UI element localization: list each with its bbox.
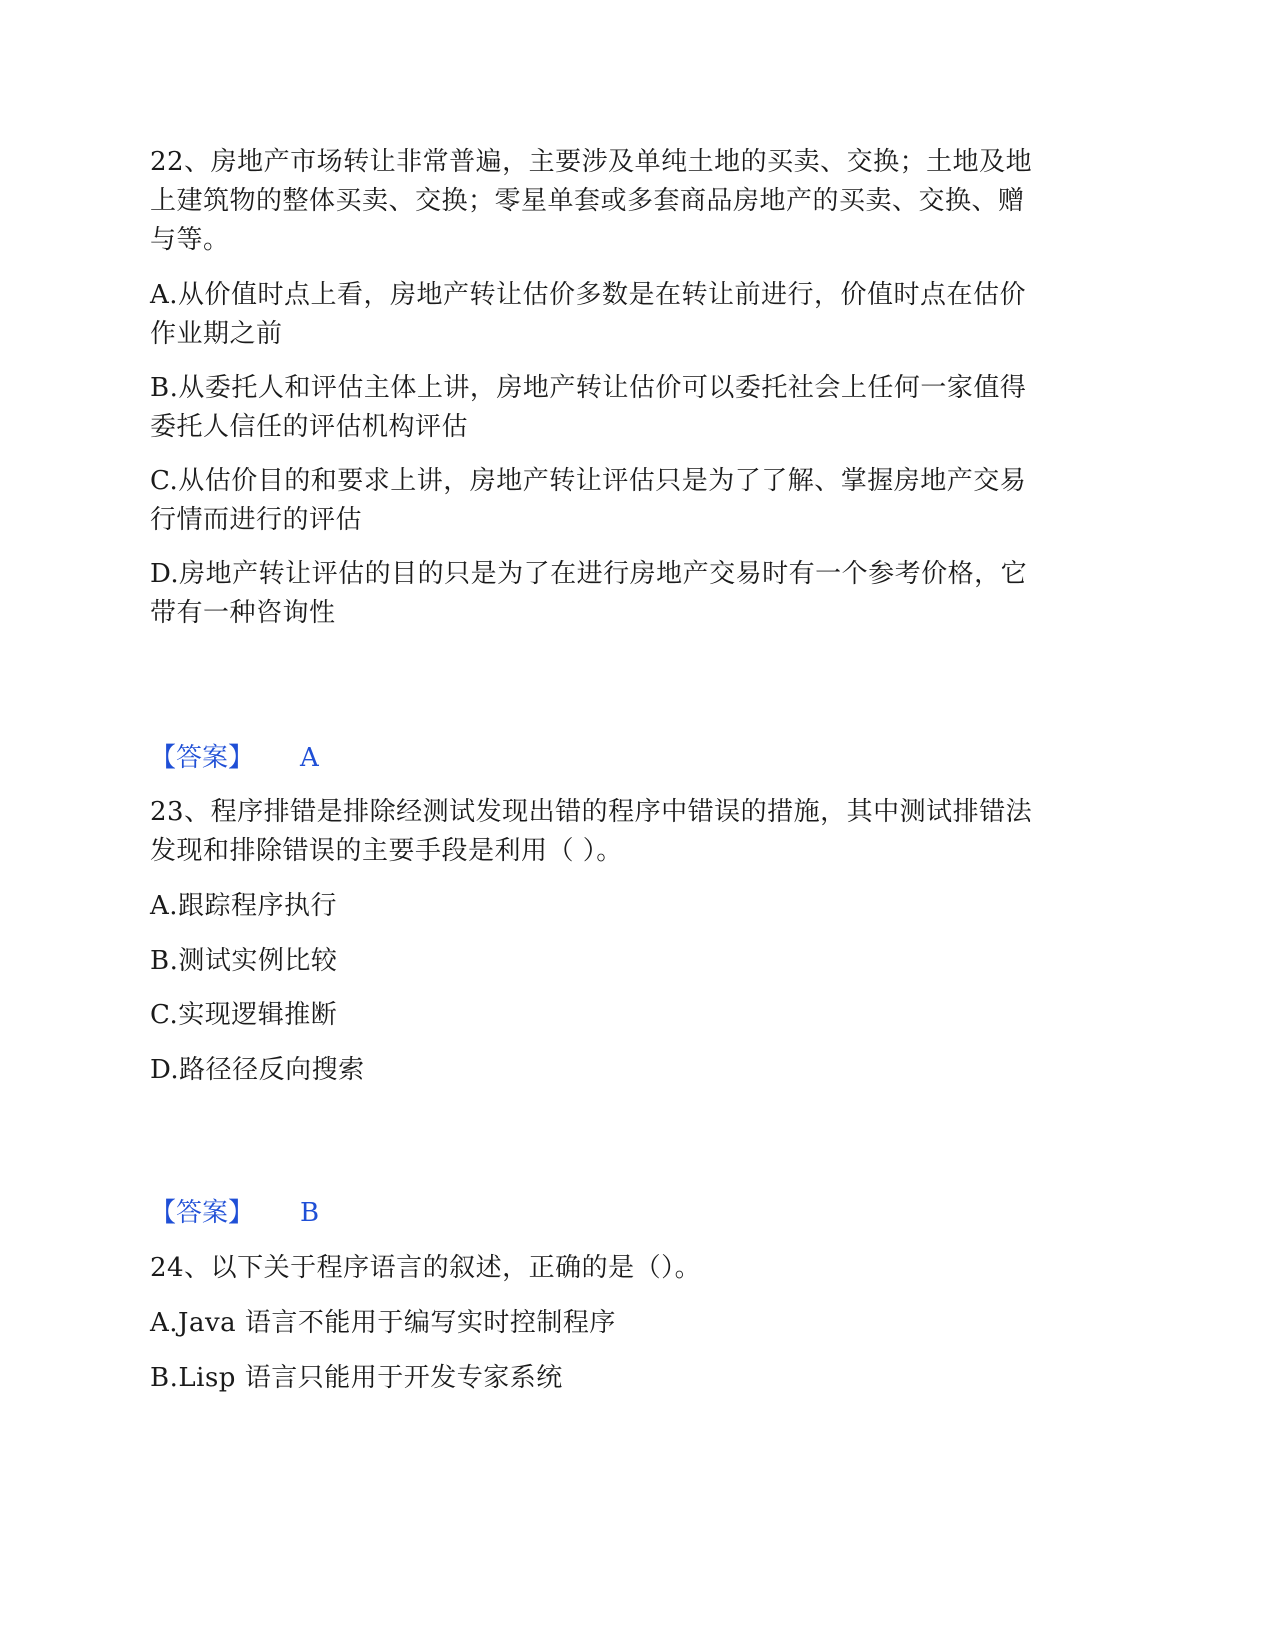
answer-label: 【答案】 — [150, 1198, 255, 1228]
q22-option-a-line-1: A.从价值时点上看，房地产转让估价多数是在转让前进行，价值时点在估价 — [150, 280, 1027, 310]
q23-stem-line-1: 23、程序排错是排除经测试发现出错的程序中错误的措施，其中测试排错法 — [150, 797, 1033, 827]
q23-option-c: C.实现逻辑推断 — [150, 1000, 338, 1030]
q22-option-b-line-2: 委托人信任的评估机构评估 — [150, 412, 469, 442]
q23-option-b: B.测试实例比较 — [150, 946, 338, 976]
q22-option-c-line-2: 行情而进行的评估 — [150, 505, 363, 535]
q22-option-a-line-2: 作业期之前 — [150, 319, 283, 349]
q22-stem-line-2: 上建筑物的整体买卖、交换；零星单套或多套商品房地产的买卖、交换、赠 — [150, 186, 1025, 216]
q22-option-c-line-1: C.从估价目的和要求上讲，房地产转让评估只是为了了解、掌握房地产交易 — [150, 466, 1027, 496]
answer-value: A — [300, 743, 319, 773]
q23-stem-line-2: 发现和排除错误的主要手段是利用（ ）。 — [150, 836, 623, 866]
q22-option-d-line-1: D.房地产转让评估的目的只是为了在进行房地产交易时有一个参考价格，它 — [150, 559, 1028, 589]
q24-option-b: B.Lisp 语言只能用于开发专家系统 — [150, 1363, 563, 1393]
q22-stem-line-3: 与等。 — [150, 225, 230, 255]
q23-option-a: A.跟踪程序执行 — [150, 891, 338, 921]
q22-answer — [150, 738, 319, 778]
answer-value: B — [300, 1198, 320, 1228]
q24-stem: 24、以下关于程序语言的叙述，正确的是（）。 — [150, 1253, 702, 1283]
q22-option-d-line-2: 带有一种咨询性 — [150, 598, 336, 628]
answer-label: 【答案】 — [150, 743, 255, 773]
q24-option-a: A.Java 语言不能用于编写实时控制程序 — [150, 1308, 616, 1338]
q23-answer — [150, 1193, 319, 1233]
q22-stem-line-1: 22、房地产市场转让非常普遍，主要涉及单纯土地的买卖、交换；土地及地 — [150, 147, 1033, 177]
q23-option-d: D.路径径反向搜索 — [150, 1055, 365, 1085]
q22-option-b-line-1: B.从委托人和评估主体上讲，房地产转让估价可以委托社会上任何一家值得 — [150, 373, 1027, 403]
